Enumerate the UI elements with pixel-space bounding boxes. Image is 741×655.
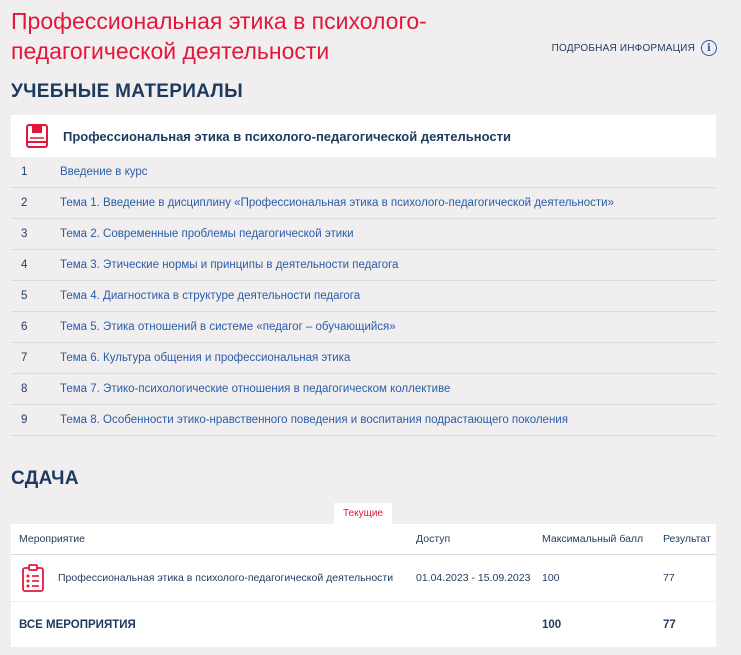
topic-number: 7 [21,352,28,364]
topic-number: 6 [21,321,28,333]
info-circle-icon[interactable]: i [701,40,717,56]
topic-link[interactable]: Тема 6. Культура общения и профессиональная этика [60,352,351,364]
topic-link[interactable]: Тема 5. Этика отношений в системе «педагог – обучающийся» [60,321,396,333]
column-max-score: Максимальный балл [542,533,644,545]
column-access: Доступ [416,533,451,545]
exam-table [11,524,716,647]
topic-link[interactable]: Тема 8. Особенности этико-нравственного поведения и воспитания подрастающего поколения [60,414,568,426]
list-item[interactable] [11,250,716,281]
exam-heading: СДАЧА [11,468,79,489]
list-item[interactable] [11,374,716,405]
column-result: Результат [663,533,711,545]
list-item[interactable] [11,157,716,188]
topic-link[interactable]: Тема 2. Современные проблемы педагогической этики [60,228,354,240]
table-row [11,555,716,602]
materials-heading: УЧЕБНЫЕ МАТЕРИАЛЫ [11,81,243,102]
clipboard-test-icon [21,564,45,592]
topic-number: 3 [21,228,28,240]
list-item[interactable] [11,188,716,219]
column-event: Мероприятие [19,533,85,545]
topic-number: 8 [21,383,28,395]
table-header [11,524,716,555]
book-icon [25,124,49,148]
topic-link[interactable]: Тема 1. Введение в дисциплину «Профессиональная этика в психолого-педагогической деятельности» [60,197,614,209]
topic-link[interactable]: Тема 4. Диагностика в структуре деятельности педагога [60,290,361,302]
event-link[interactable]: Профессиональная этика в психолого-педагогической деятельности [58,572,394,584]
tab-current[interactable]: Текущие [334,503,392,524]
topic-number: 4 [21,259,28,271]
topic-number: 2 [21,197,28,209]
list-item[interactable] [11,312,716,343]
table-total-row [11,602,716,647]
topic-number: 5 [21,290,28,302]
result-cell: 77 [663,572,675,584]
topics-list [11,157,716,436]
topic-link[interactable]: Тема 3. Этические нормы и принципы в деятельности педагога [60,259,399,271]
topic-link[interactable]: Введение в курс [60,166,148,178]
total-max-score: 100 [542,618,562,631]
list-item[interactable] [11,281,716,312]
list-item[interactable] [11,405,716,436]
details-link[interactable] [552,40,717,56]
max-score-cell: 100 [542,572,560,584]
total-label: ВСЕ МЕРОПРИЯТИЯ [19,618,136,631]
course-title: Профессиональная этика в психолого-педагогической деятельности [63,128,511,144]
course-card [11,115,716,157]
topic-number: 9 [21,414,28,426]
list-item[interactable] [11,219,716,250]
topic-number: 1 [21,166,28,178]
event-cell [11,564,416,592]
topic-link[interactable]: Тема 7. Этико-психологические отношения в педагогическом коллективе [60,383,451,395]
list-item[interactable] [11,343,716,374]
access-cell: 01.04.2023 - 15.09.2023 [416,572,531,584]
total-result: 77 [663,618,676,631]
page-title: Профессиональная этика в психолого-педагогической деятельности [11,8,427,64]
details-link-label: ПОДРОБНАЯ ИНФОРМАЦИЯ [551,42,695,54]
